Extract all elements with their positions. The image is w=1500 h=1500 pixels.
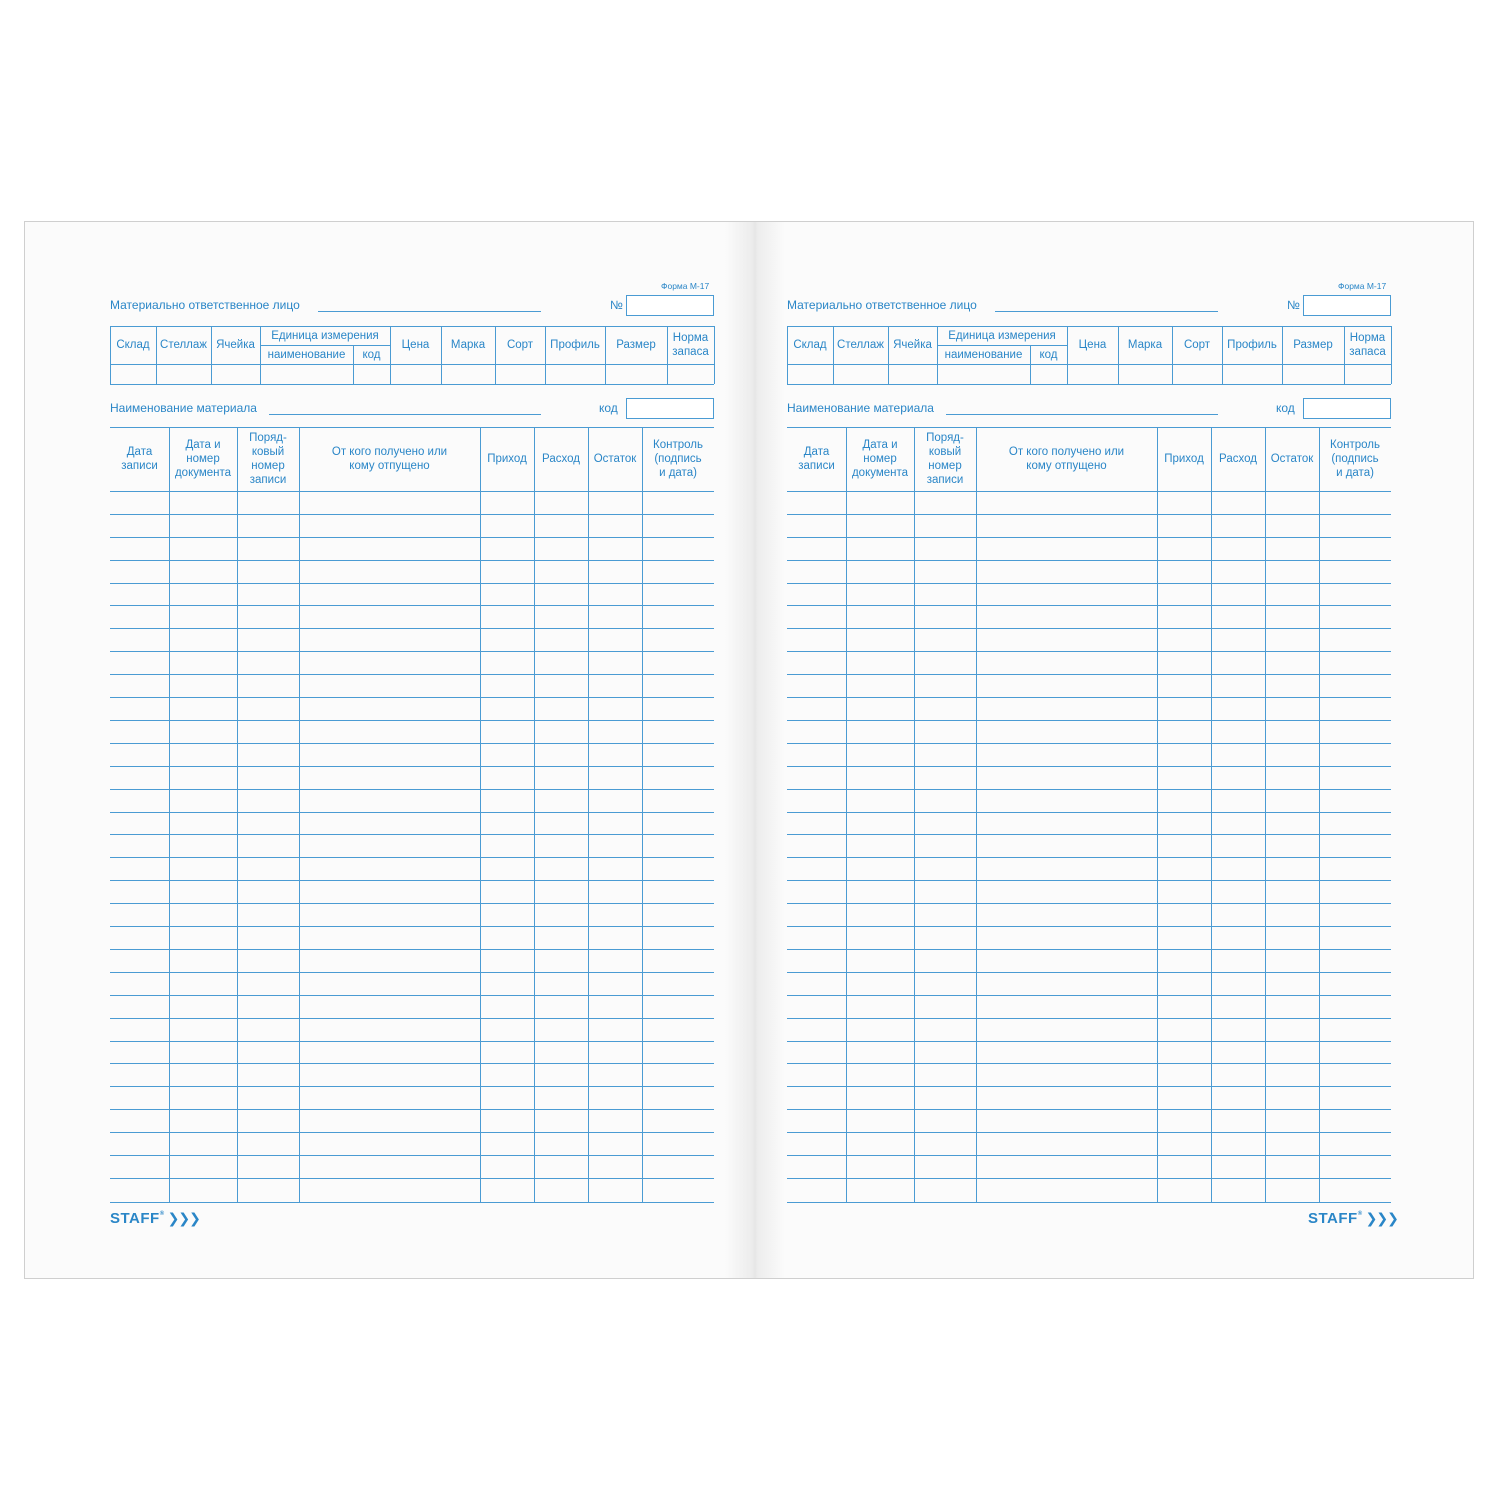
col-grade: Сорт [1183, 339, 1211, 351]
col-price: Цена [1078, 339, 1107, 351]
ledger-row-line [787, 537, 1391, 538]
number-field[interactable] [1303, 295, 1391, 316]
ledger-row-line [110, 720, 714, 721]
ledger-row-line [110, 949, 714, 950]
ledger-row-line [110, 1132, 714, 1133]
col-warehouse: Склад [793, 339, 827, 351]
col-grade: Сорт [506, 339, 534, 351]
ledger-row-line [110, 995, 714, 996]
form-code: Форма М-17 [661, 281, 710, 291]
code-label: код [599, 401, 618, 415]
ledger-row-line [110, 605, 714, 606]
material-name-line[interactable] [269, 414, 541, 415]
material-name-label: Наименование материала [787, 401, 934, 415]
col-unit-header: Единица измерения [948, 329, 1056, 342]
ledger-col-control: Контроль (подпись и дата) [1330, 439, 1380, 479]
code-field[interactable] [626, 398, 714, 419]
ledger-col-balance: Остаток [593, 453, 637, 465]
ledger-row-line [787, 766, 1391, 767]
logo-registered-mark: ® [159, 1211, 165, 1217]
number-label: № [610, 298, 623, 312]
material-name-label: Наименование материала [110, 401, 257, 415]
ledger-row-line [110, 1178, 714, 1179]
ledger-row-line [110, 1018, 714, 1019]
responsible-person-line[interactable] [318, 311, 541, 312]
ledger-col-entry-date: Дата записи [121, 446, 158, 472]
col-cell: Ячейка [216, 339, 255, 351]
col-unit-name: наименование [944, 348, 1023, 361]
col-stock-norm: Норма запаса [1349, 332, 1386, 358]
responsible-person-label: Материально ответственное лицо [110, 298, 300, 312]
ledger-row-line [787, 560, 1391, 561]
ledger-row-line [110, 743, 714, 744]
number-field[interactable] [626, 295, 714, 316]
ledger-row-line [110, 903, 714, 904]
ledger-col-income: Приход [1164, 453, 1204, 465]
ledger-row-line [787, 1178, 1391, 1179]
ledger-row-line [787, 972, 1391, 973]
ledger-row-line [110, 1109, 714, 1110]
col-size: Размер [616, 339, 656, 351]
col-unit-name: наименование [267, 348, 346, 361]
ledger-row-line [110, 926, 714, 927]
code-field[interactable] [1303, 398, 1391, 419]
col-brand: Марка [450, 339, 486, 351]
ledger-col-entry-date: Дата записи [798, 446, 835, 472]
ledger-row-line [110, 857, 714, 858]
ledger-row-line [110, 651, 714, 652]
ledger-col-income: Приход [487, 453, 527, 465]
ledger-row-line [110, 1155, 714, 1156]
col-profile: Профиль [550, 339, 600, 351]
ledger-col-from-to: От кого получено или кому отпущено [1008, 446, 1125, 472]
ledger-row-line [787, 1155, 1391, 1156]
ledger-row-line [110, 812, 714, 813]
ledger-row-line [110, 880, 714, 881]
ledger-row-line [787, 995, 1391, 996]
col-unit-header: Единица измерения [271, 329, 379, 342]
ledger-row-line [110, 972, 714, 973]
ledger-row-line [110, 674, 714, 675]
col-rack: Стеллаж [160, 339, 207, 351]
notebook-spread [24, 221, 1474, 1279]
ledger-row-line [787, 583, 1391, 584]
ledger-row-line [787, 651, 1391, 652]
col-unit-code: код [362, 348, 381, 361]
left-page [25, 222, 750, 1278]
ledger-row-line [110, 537, 714, 538]
col-cell: Ячейка [893, 339, 932, 351]
logo-text: STAFF [1308, 1210, 1358, 1227]
ledger-row-line [110, 1063, 714, 1064]
code-label: код [1276, 401, 1295, 415]
ledger-row-line [110, 1041, 714, 1042]
ledger-col-document: Дата и номер документа [851, 439, 909, 479]
ledger-row-line [787, 949, 1391, 950]
col-stock-norm: Норма запаса [672, 332, 709, 358]
ledger-row-line [787, 1086, 1391, 1087]
right-page [750, 222, 1475, 1278]
ledger-row-line [110, 697, 714, 698]
ledger-row-line [110, 514, 714, 515]
ledger-col-document: Дата и номер документа [174, 439, 232, 479]
ledger-col-sequence: Поряд-ковый номер записи [249, 432, 287, 486]
ledger-col-expense: Расход [1219, 453, 1257, 465]
col-price: Цена [401, 339, 430, 351]
staff-logo [1308, 1210, 1398, 1227]
ledger-row-line [787, 926, 1391, 927]
ledger-col-from-to: От кого получено или кому отпущено [331, 446, 448, 472]
ledger-row-line [110, 766, 714, 767]
ledger-row-line [787, 903, 1391, 904]
ledger-row-line [787, 628, 1391, 629]
ledger-row-line [787, 1132, 1391, 1133]
ledger-col-sequence: Поряд-ковый номер записи [926, 432, 964, 486]
ledger-row-line [787, 1063, 1391, 1064]
form-code: Форма М-17 [1338, 281, 1387, 291]
ledger-row-line [787, 697, 1391, 698]
ledger-row-line [787, 880, 1391, 881]
ledger-row-line [787, 1018, 1391, 1019]
responsible-person-label: Материально ответственное лицо [787, 298, 977, 312]
ledger-row-line [787, 789, 1391, 790]
logo-arrows-icon: ❯❯❯ [167, 1210, 200, 1226]
ledger-row-line [787, 812, 1391, 813]
col-brand: Марка [1127, 339, 1163, 351]
col-size: Размер [1293, 339, 1333, 351]
ledger-row-line [787, 514, 1391, 515]
ledger-col-expense: Расход [542, 453, 580, 465]
ledger-row-line [787, 720, 1391, 721]
col-rack: Стеллаж [837, 339, 884, 351]
col-unit-code: код [1039, 348, 1058, 361]
ledger-row-line [110, 583, 714, 584]
ledger-row-line [787, 743, 1391, 744]
col-profile: Профиль [1227, 339, 1277, 351]
number-label: № [1287, 298, 1300, 312]
ledger-row-line [787, 674, 1391, 675]
ledger-row-line [787, 605, 1391, 606]
ledger-col-balance: Остаток [1270, 453, 1314, 465]
logo-registered-mark: ® [1357, 1211, 1363, 1217]
ledger-row-line [110, 834, 714, 835]
logo-text: STAFF [110, 1210, 160, 1227]
responsible-person-line[interactable] [995, 311, 1218, 312]
material-name-line[interactable] [946, 414, 1218, 415]
ledger-row-line [787, 1109, 1391, 1110]
ledger-row-line [787, 857, 1391, 858]
ledger-row-line [110, 1086, 714, 1087]
ledger-row-line [110, 789, 714, 790]
col-warehouse: Склад [116, 339, 150, 351]
ledger-row-line [787, 1041, 1391, 1042]
ledger-row-line [787, 834, 1391, 835]
ledger-row-line [110, 628, 714, 629]
ledger-row-line [110, 560, 714, 561]
ledger-col-control: Контроль (подпись и дата) [653, 439, 703, 479]
logo-arrows-icon: ❯❯❯ [1365, 1210, 1398, 1226]
staff-logo [110, 1210, 200, 1227]
